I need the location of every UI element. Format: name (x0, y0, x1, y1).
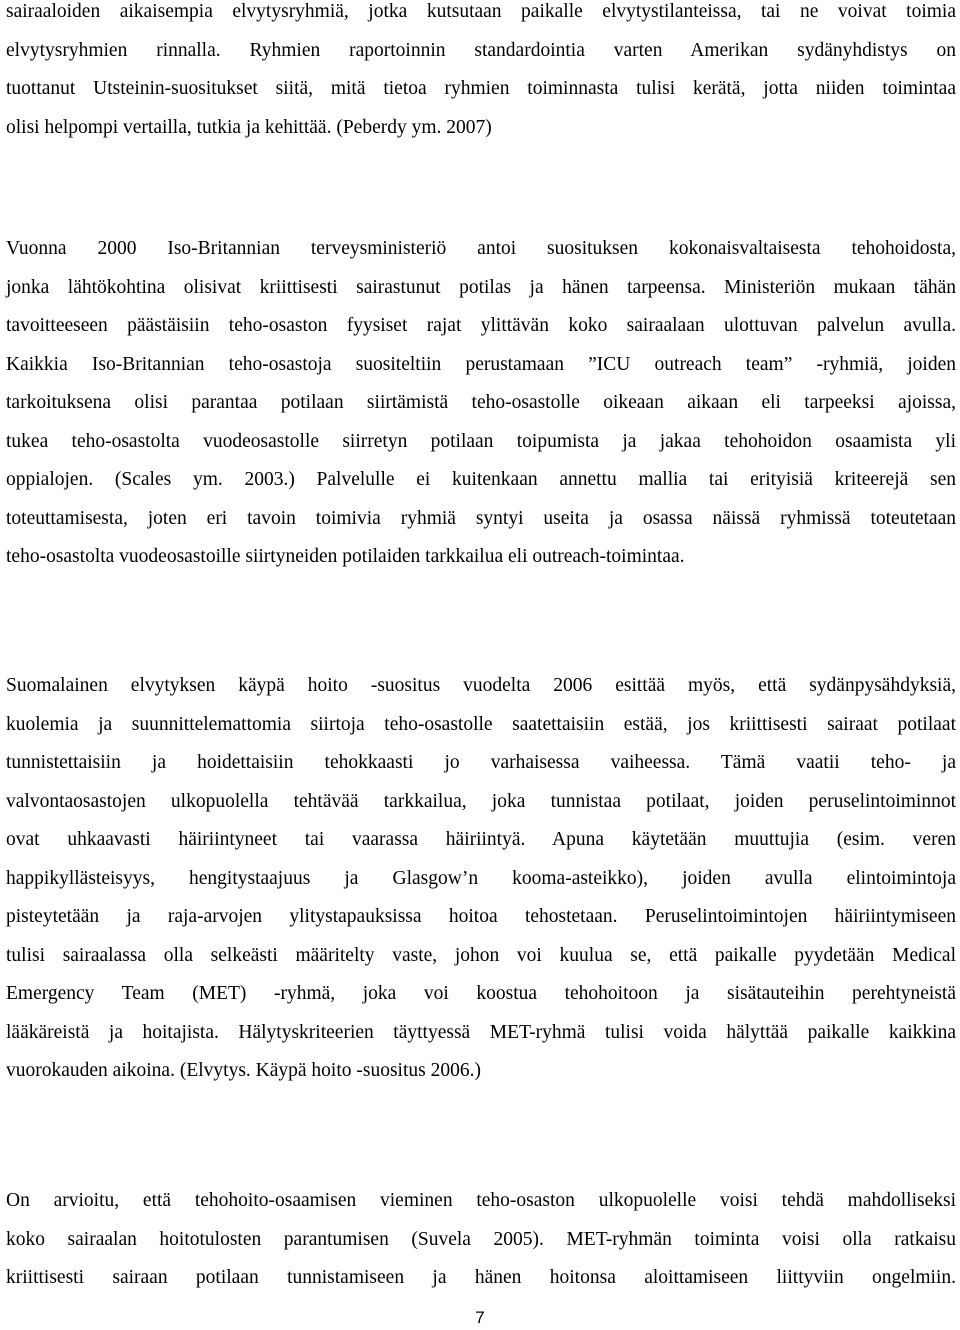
paragraph-1 (6, 0, 956, 147)
text-line: tarkoituksena olisi parantaa potilaan siirtämistä teho-osastolle oikeaan aikaan eli tarpeeksi ajoissa, (6, 392, 956, 413)
text-line: valvontaosastojen ulkopuolella tehtävää tarkkailua, joka tunnistaa potilaat, joiden peruselintoiminnot (6, 790, 956, 812)
text-line: kuolemia ja suunnittelemattomia siirtoja teho-osastolle saatettaisiin estää, jos kriittisesti sairaat potilaat (6, 713, 956, 735)
text-line: ovat uhkaavasti häiriintyneet tai vaarassa häiriintyä. Apuna käytetään muuttujia (esim. veren (6, 829, 956, 850)
text-line: toteuttamisesta, joten eri tavoin toimivia ryhmiä syntyi useita ja osassa näissä ryhmissä toteutetaan (6, 507, 956, 529)
text-line: tukea teho-osastolta vuodeosastolle siirretyn potilaan toipumista ja jakaa tehohoidon osaamista yli (6, 430, 956, 452)
text-line: tavoitteeseen päästäisiin teho-osaston fyysiset rajat ylittävän koko sairaalaan ulottuvan palvelun avulla. (6, 315, 956, 336)
text-line: lääkäreistä ja hoitajista. Hälytyskriteerien täyttyessä MET-ryhmä tulisi voida hälyttää paikalle kaikkina (6, 1021, 956, 1043)
paragraph-2 (6, 230, 956, 577)
text-line: kriittisesti sairaan potilaan tunnistamiseen ja hänen hoitonsa aloittamiseen liittyviin ongelmiin. (6, 1267, 956, 1288)
text-line: tulisi sairaalassa olla selkeästi määritelty vaste, johon voi kuulua se, että paikalle pyydetään Medical (6, 944, 956, 966)
text-line: vuorokauden aikoina. (Elvytys. Käypä hoito -suositus 2006.) (6, 1060, 481, 1081)
text-line: sairaaloiden aikaisempia elvytysryhmiä, jotka kutsutaan paikalle elvytystilanteissa, tai ne voivat toimia (6, 1, 956, 22)
text-line: tunnistettaisiin ja hoidettaisiin tehokkaasti jo varhaisessa vaiheessa. Tämä vaatii teho- ja (6, 752, 956, 773)
text-line: teho-osastolta vuodeosastoille siirtyneiden potilaiden tarkkailua eli outreach-toimintaa. (6, 546, 685, 567)
text-line: Kaikkia Iso-Britannian teho-osastoja suositeltiin perustamaan ”ICU outreach team” -ryhmiä, joiden (6, 353, 956, 375)
text-line: Emergency Team (MET) -ryhmä, joka voi koostua tehohoitoon ja sisätauteihin perehtyneistä (6, 983, 956, 1004)
text-line: Vuonna 2000 Iso-Britannian terveysministeriö antoi suosituksen kokonaisvaltaisesta tehohoidosta, (6, 238, 956, 259)
text-line: On arvioitu, että tehohoito-osaamisen vieminen teho-osaston ulkopuolelle voisi tehdä mahdolliseksi (6, 1190, 956, 1211)
text-line: jonka lähtökohtina olisivat kriittisesti sairastunut potilas ja hänen tarpeensa. Ministeriön mukaan tähän (6, 276, 956, 298)
text-line: oppialojen. (Scales ym. 2003.) Palvelulle ei kuitenkaan annettu mallia tai erityisiä kriteerejä sen (6, 469, 956, 490)
text-line: tuottanut Utsteinin-suositukset siitä, mitä tietoa ryhmien toiminnasta tulisi kerätä, jotta niiden toimintaa (6, 78, 956, 99)
text-line: olisi helpompi vertailla, tutkia ja kehittää. (Peberdy ym. 2007) (6, 116, 492, 138)
text-line: happikyllästeisyys, hengitystaajuus ja Glasgow’n kooma-asteikko), joiden avulla elintoimintoja (6, 867, 956, 889)
paragraph-4 (6, 1182, 956, 1298)
page-number: 7 (475, 1308, 485, 1327)
text-line: koko sairaalan hoitotulosten parantumisen (Suvela 2005). MET-ryhmän toiminta voisi olla ratkaisu (6, 1228, 956, 1250)
text-line: Suomalainen elvytyksen käypä hoito -suositus vuodelta 2006 esittää myös, että sydänpysähdyksiä, (6, 675, 956, 696)
text-line: pisteytetään ja raja-arvojen ylitystapauksissa hoitoa tehostetaan. Peruselintoimintojen häiriintymiseen (6, 906, 956, 927)
text-line: elvytysryhmien rinnalla. Ryhmien raportoinnin standardointia varten Amerikan sydänyhdistys on (6, 39, 956, 61)
paragraph-3 (6, 667, 956, 1091)
